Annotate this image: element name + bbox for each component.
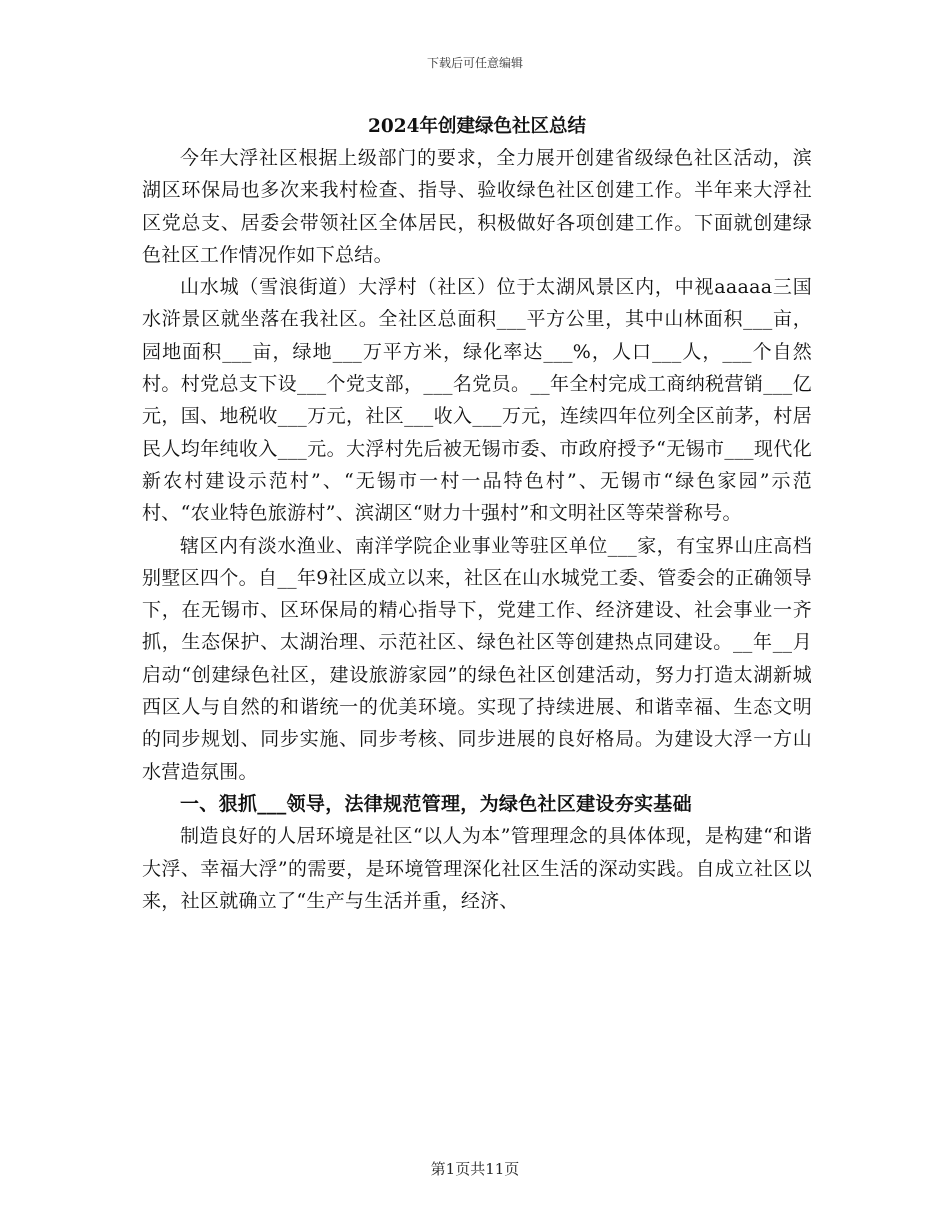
- paragraph-intro: 今年大浮社区根据上级部门的要求，全力展开创建省级绿色社区活动，滨湖区环保局也多次来我村检查、指导、验收绿色社区创建工作。半年来大浮社区党总支、居委会带领社区全体居民，积极做好各项创建工作。下面就创建绿色社区工作情况作如下总结。: [142, 147, 812, 266]
- document-body: [142, 112, 812, 917]
- paragraph-section-1: 制造良好的人居环境是社区“以人为本”管理理念的具体体现，是构建“和谐大浮、幸福大浮”的需要，是环境管理深化社区生活的深动实践。自成立社区以来，社区就确立了“生产与生活并重，经济、: [142, 825, 812, 912]
- section-heading-1: 一、狠抓___领导，法律规范管理，为绿色社区建设夯实基础: [180, 792, 692, 815]
- page-footer: 第1页共11页: [430, 1160, 520, 1178]
- paragraph-jurisdiction: 辖区内有淡水渔业、南洋学院企业事业等驻区单位___家，有宝界山庄高档别墅区四个。自__年9社区成立以来，社区在山水城党工委、管委会的正确领导下，在无锡市、区环保局的精心指导下，党建工作、经济建设、社会事业一齐抓，生态保护、太湖治理、示范社区、绿色社区等创建热点同建设。__年__月启动“创建绿色社区，建设旅游家园”的绿色社区创建活动，努力打造太湖新城西区人与自然的和谐统一的优美环境。实现了持续进展、和谐幸福、生态文明的同步规划、同步实施、同步考核、同步进展的良好格局。为建设大浮一方山水营造氛围。: [142, 534, 812, 783]
- document-title: 2024年创建绿色社区总结: [368, 116, 586, 137]
- header-note: 下载后可任意编辑: [426, 56, 523, 70]
- paragraph-village-profile: 山水城（雪浪街道）大浮村（社区）位于太湖风景区内，中视aaaaa三国水浒景区就坐落在我社区。全社区总面积___平方公里，其中山林面积___亩，园地面积___亩，绿地___万平方米，绿化率达___%，人口___人，___个自然村。村党总支下设___个党支部，___名党员。__年全村完成工商纳税营销___亿元，国、地税收___万元，社区___收入___万元，连续四年位列全区前茅，村居民人均年纯收入___元。大浮村先后被无锡市委、市政府授予“无锡市___现代化新农村建设示范村”、“无锡市一村一品特色村”、无锡市“绿色家园”示范村、“农业特色旅游村”、滨湖区“财力十强村”和文明社区等荣誉称号。: [142, 276, 812, 525]
